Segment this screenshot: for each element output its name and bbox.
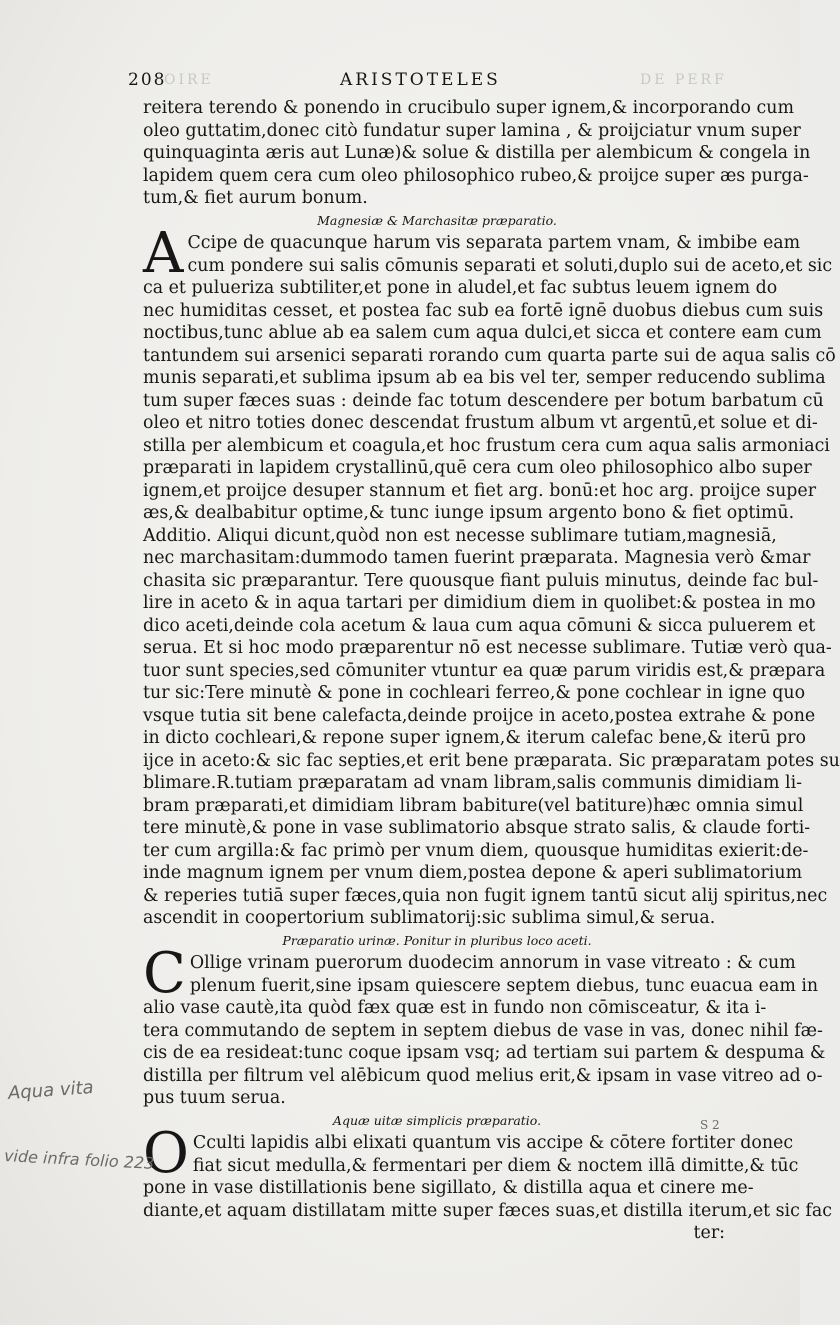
drop-cap: O bbox=[143, 1121, 189, 1186]
text-line: alio vase cautè,ita quòd fæx quæ est in fundo non cōmisceatur, & ita i- bbox=[143, 998, 767, 1018]
page-number: 208 bbox=[128, 70, 167, 90]
text-line: & reperies tutiā super fæces,quia non fugit ignem tantū sicut alij spiritus,nec bbox=[143, 885, 828, 906]
text-line: bram præparati,et dimidiam libram babiture(vel batiture)hæc omnia simul bbox=[143, 795, 804, 816]
text-line: tantundem sui arsenici separati rorando cum quarta parte sui de aqua salis cō bbox=[143, 345, 836, 366]
text-line: stilla per alembicum et coagula,et hoc frustum cera cum aqua salis armoniaci bbox=[143, 435, 830, 456]
text-line: tera commutando de septem in septem diebus de vase in vas, donec nihil fæ- bbox=[143, 1020, 823, 1041]
section-urine-body bbox=[143, 941, 826, 1110]
text-line: tum,& fiet aurum bonum. bbox=[143, 188, 368, 208]
text-line: pone in vase distillationis bene sigillato, & distilla aqua et cinere me- bbox=[143, 1178, 754, 1198]
text-line: cum pondere sui salis cōmunis separati et soluti,duplo sui de aceto,et sic bbox=[187, 255, 833, 276]
marginal-note-cross-reference: vide infra folio 223 bbox=[3, 1146, 155, 1173]
paragraph-continuation bbox=[143, 97, 811, 210]
section-heading-urine: Præparatio urinæ. Ponitur in pluribus loco aceti. bbox=[282, 932, 592, 948]
text-line: ca et pulueriza subtiliter,et pone in aludel,et fac subtus leuem ignem do bbox=[143, 278, 778, 298]
text-line: tum super fæces suas : deinde fac totum descendere per botum barbatum cū bbox=[143, 390, 824, 411]
text-line: noctibus,tunc ablue ab ea salem cum aqua dulci,et sicca et contere eam cum bbox=[143, 323, 822, 343]
text-line: cis de ea resideat:tunc coque ipsam vsq; ad tertiam sui partem & despuma & bbox=[143, 1043, 826, 1063]
text-line: serua. Et si hoc modo præparentur nō est necesse sublimare. Tutiæ verò qua- bbox=[143, 638, 832, 658]
section-magnesia bbox=[143, 221, 840, 930]
text-line: oleo guttatim,donec citò fundatur super lamina , & proijciatur vnum super bbox=[143, 120, 801, 141]
section-urine bbox=[143, 941, 826, 1110]
text-line: nec humiditas cesset, et postea fac sub ea fortē ignē duobus diebus cum suis bbox=[143, 300, 824, 321]
text-line: fiat sicut medulla,& fermentari per diem & noctem illā dimitte,& tūc bbox=[192, 1155, 799, 1176]
text-line: lire in aceto & in aqua tartari per dimidium diem in quolibet:& postea in mo bbox=[143, 593, 816, 613]
catchword: ter: bbox=[693, 1223, 725, 1243]
text-line: blimare.R.tutiam præparatam ad vnam libram,salis communis dimidiam li- bbox=[143, 773, 803, 793]
text-line: in dicto cochleari,& repone super ignem,& iterum calefac bene,& iterū pro bbox=[143, 728, 806, 748]
text-line: inde magnum ignem per vnum diem,postea depone & aperi sublimatorium bbox=[143, 863, 803, 883]
text-line: vsque tutia sit bene calefacta,deinde proijce in aceto,postea extrahe & pone bbox=[143, 705, 816, 726]
text-line: plenum fuerit,sine ipsam quiescere septem diebus, tunc euacua eam in bbox=[189, 975, 819, 996]
text-line: oleo et nitro toties donec descendat frustum album vt argentū,et solue et di- bbox=[143, 413, 818, 433]
text-line: lapidem quem cera cum oleo philosophico rubeo,& proijce super æs purga- bbox=[143, 165, 809, 186]
text-line: Ccipe de quacunque harum vis separata partem vnam, & imbibe eam bbox=[187, 233, 801, 253]
text-line: æs,& dealbabitur optime,& tunc iunge ipsum argento bono & fiet optimū. bbox=[143, 503, 795, 523]
text-line: Additio. Aliqui dicunt,quòd non est necesse sublimare tutiam,magnesiā, bbox=[143, 525, 777, 546]
section-magnesia-body bbox=[143, 221, 840, 930]
main-text-block bbox=[143, 97, 840, 1245]
text-line: Ollige vrinam puerorum duodecim annorum in vase vitreato : & cum bbox=[189, 953, 796, 973]
section-heading-aqua-vitae: Aquæ uitæ simplicis præparatio. bbox=[332, 1112, 542, 1128]
text-line: ascendit in coopertorium sublimatorij:sic sublima simul,& serua. bbox=[143, 908, 716, 928]
text-line: reitera terendo & ponendo in crucibulo super ignem,& incorporando cum bbox=[143, 98, 794, 118]
drop-cap: A bbox=[143, 221, 184, 286]
text-line: præparati in lapidem crystallinū,quē cera cum oleo philosophico albo super bbox=[143, 458, 812, 478]
text-line: tere minutè,& pone in vase sublimatorio absque strato salis, & claude forti- bbox=[143, 818, 811, 838]
section-heading-magnesia: Magnesiæ & Marchasitæ præparatio. bbox=[317, 212, 557, 228]
text-line: pus tuum serua. bbox=[143, 1088, 286, 1108]
text-line: tur sic:Tere minutè & pone in cochleari ferreo,& pone cochlear in igne quo bbox=[143, 683, 806, 703]
running-header bbox=[128, 70, 728, 94]
text-line: dico aceti,deinde cola acetum & laua cum aqua cōmuni & sicca puluerem et bbox=[143, 615, 816, 636]
text-line: diante,et aquam distillatam mitte super fæces suas,et distilla iterum,et sic fac bbox=[143, 1200, 832, 1221]
text-line: munis separati,et sublima ipsum ab ea bis vel ter, semper reducendo sublima bbox=[143, 368, 826, 388]
text-line: Cculti lapidis albi elixati quantum vis accipe & cōtere fortiter donec bbox=[192, 1133, 794, 1153]
text-line: ijce in aceto:& sic fac septies,et erit bene præparata. Sic præparatam potes su bbox=[143, 750, 840, 771]
show-through-text-right: DE PERF bbox=[640, 72, 727, 88]
running-title: ARISTOTELES bbox=[340, 70, 501, 90]
text-line: tuor sunt species,sed cōmuniter vtuntur ea quæ parum viridis est,& prӕpara bbox=[143, 660, 826, 681]
signature-mark: S 2 bbox=[700, 1118, 720, 1132]
text-line: ignem,et proijce desuper stannum et fiet arg. bonū:et hoc arg. proijce super bbox=[143, 480, 817, 501]
text-line: ter cum argilla:& fac primò per vnum diem, quousque humiditas exierit:de- bbox=[143, 840, 809, 861]
text-line: distilla per filtrum vel alēbicum quod melius erit,& ipsam in vase vitreo ad o- bbox=[143, 1065, 823, 1086]
text-line: chasita sic præparantur. Tere quousque fiant puluis minutus, deinde fac bul- bbox=[143, 570, 819, 591]
marginal-note-aqua-vita: Aqua vita bbox=[7, 1077, 95, 1104]
show-through-text-left: OIRE bbox=[164, 72, 214, 88]
text-line: nec marchasitam:dummodo tamen fuerint præparata. Magnesia verò &mar bbox=[143, 548, 811, 568]
drop-cap: C bbox=[143, 941, 186, 1006]
text-line: quinquaginta æris aut Lunæ)& solue & distilla per alembicum & congela in bbox=[143, 143, 811, 163]
